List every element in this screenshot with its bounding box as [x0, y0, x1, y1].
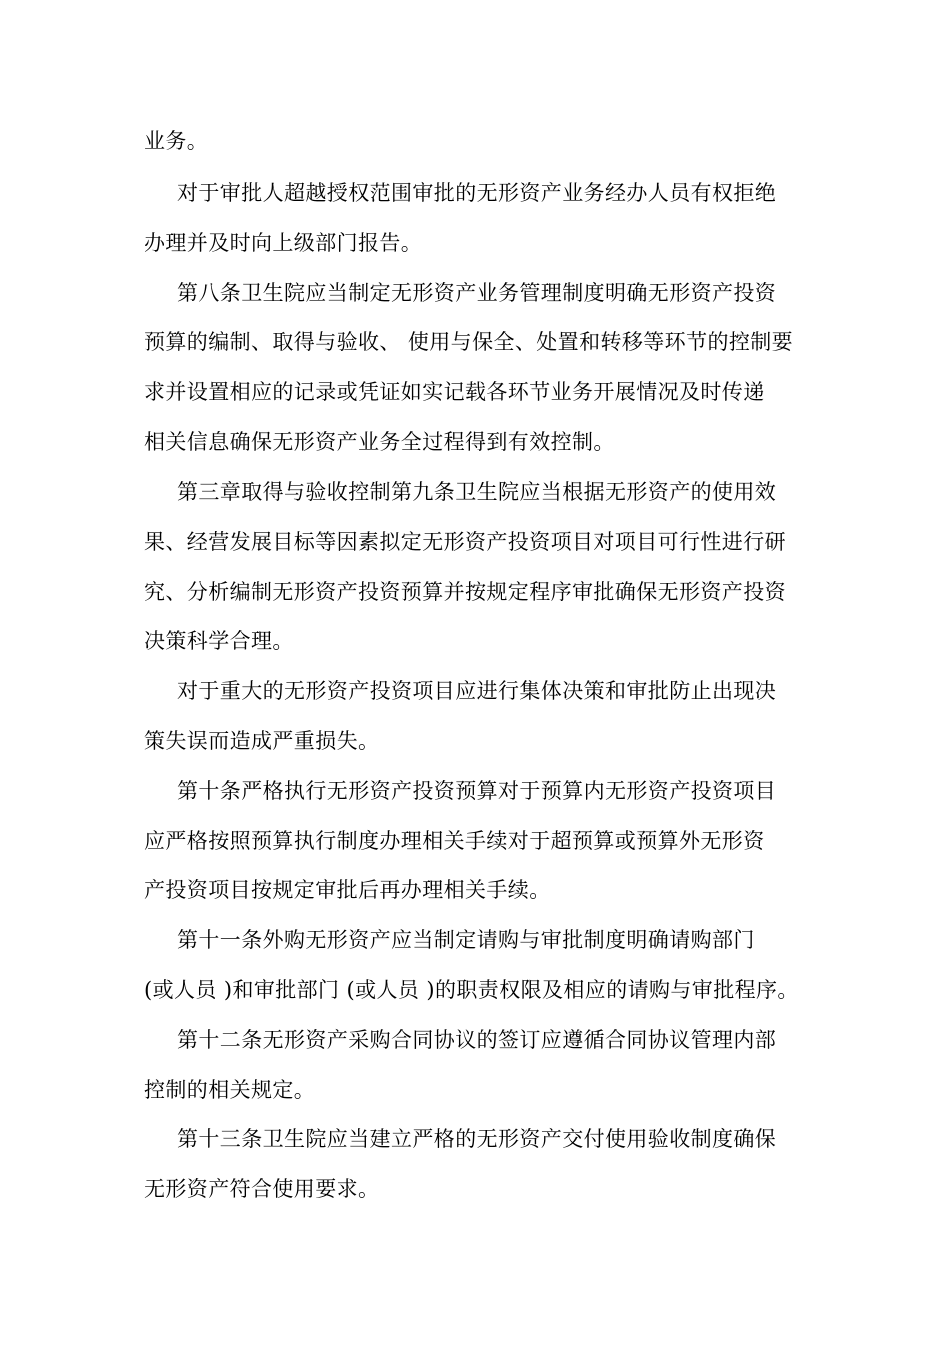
text-line: 无形资产符合使用要求。	[144, 1177, 380, 1201]
paragraph-first-line: 第十三条卫生院应当建立严格的无形资产交付使用验收制度确保	[177, 1127, 777, 1151]
text-line: 求并设置相应的记录或凭证如实记载各环节业务开展情况及时传递	[144, 380, 765, 404]
text-line: (或人员 )和审批部门 (或人员 )的职责权限及相应的请购与审批程序。	[144, 978, 799, 1002]
paragraph-first-line: 第十条严格执行无形资产投资预算对于预算内无形资产投资项目	[177, 779, 777, 803]
text-line: 决策科学合理。	[144, 629, 294, 653]
text-line: 应严格按照预算执行制度办理相关手续对于超预算或预算外无形资	[144, 829, 765, 853]
paragraph-first-line: 对于重大的无形资产投资项目应进行集体决策和审批防止出现决	[177, 679, 777, 703]
text-line: 果、经营发展目标等因素拟定无形资产投资项目对项目可行性进行研	[144, 530, 786, 554]
text-line: 控制的相关规定。	[144, 1078, 316, 1102]
paragraph-first-line: 对于审批人超越授权范围审批的无形资产业务经办人员有权拒绝	[177, 181, 777, 205]
text-line: 究、分析编制无形资产投资预算并按规定程序审批确保无形资产投资	[144, 580, 786, 604]
text-line: 业务。	[144, 129, 209, 153]
text-line: 产投资项目按规定审批后再办理相关手续。	[144, 878, 551, 902]
paragraph-first-line: 第十一条外购无形资产应当制定请购与审批制度明确请购部门	[177, 928, 755, 952]
text-line: 预算的编制、取得与验收、 使用与保全、处置和转移等环节的控制要	[144, 330, 794, 354]
text-line: 相关信息确保无形资产业务全过程得到有效控制。	[144, 430, 615, 454]
text-line: 策失误而造成严重损失。	[144, 729, 380, 753]
paragraph-first-line: 第八条卫生院应当制定无形资产业务管理制度明确无形资产投资	[177, 281, 777, 305]
paragraph-first-line: 第十二条无形资产采购合同协议的签订应遵循合同协议管理内部	[177, 1028, 777, 1052]
text-line: 办理并及时向上级部门报告。	[144, 231, 423, 255]
paragraph-first-line: 第三章取得与验收控制第九条卫生院应当根据无形资产的使用效	[177, 480, 777, 504]
